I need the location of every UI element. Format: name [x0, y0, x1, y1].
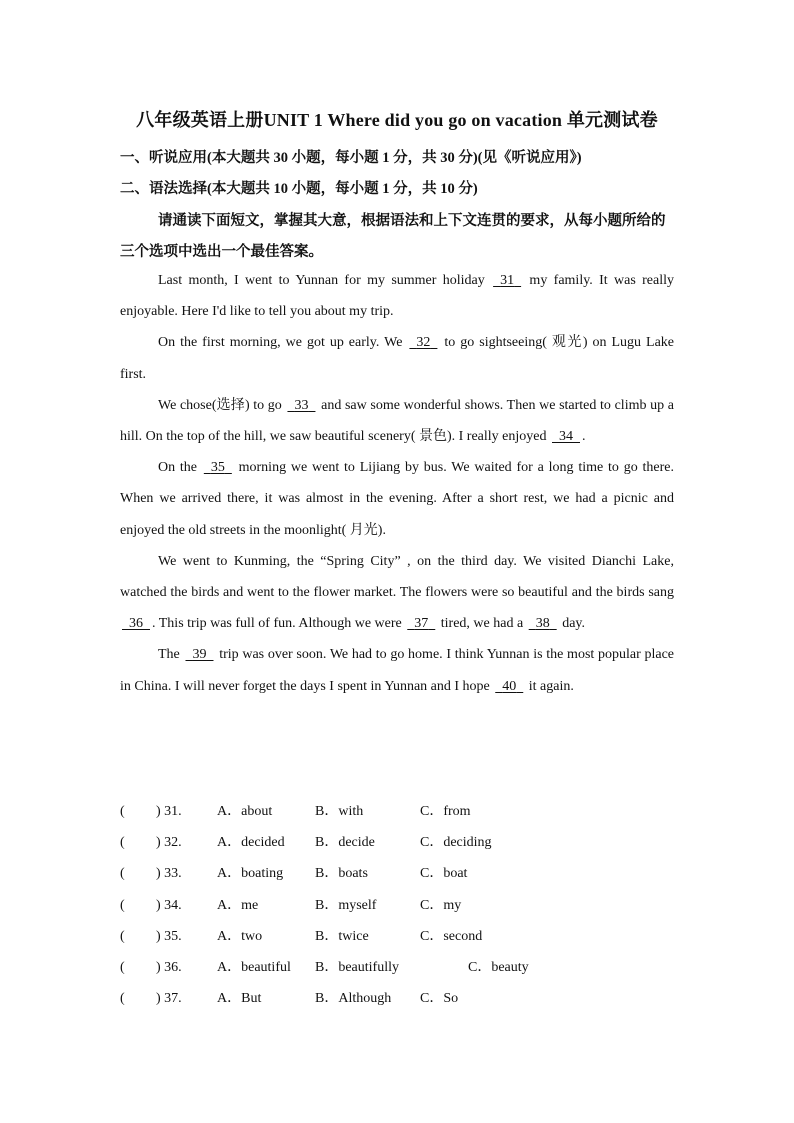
section-grammar-heading: 二、语法选择(本大题共 10 小题，每小题 1 分，共 10 分)	[120, 181, 478, 197]
answer-blank: 35	[210, 460, 225, 476]
page-title: 八年级英语上册UNIT 1 Where did you go on vacation 单元测试卷	[136, 110, 658, 130]
question-options-list	[120, 796, 680, 1014]
answer-paren: (	[120, 928, 125, 944]
option-b: B．with	[315, 804, 364, 819]
option-b: B．Although	[315, 991, 392, 1007]
answer-blank: 37	[414, 616, 429, 632]
answer-blank: 39	[192, 647, 207, 663]
question-number: ) 37.	[156, 991, 182, 1007]
option-c: C．deciding	[420, 835, 492, 851]
option-c: C．from	[420, 804, 471, 819]
passage-paragraph: We went to Kunming, the “Spring City” , on the third day. We visited Dianchi Lake, watched the birds and went to the flower market. The flowers were so beautiful and the birds sang 36 . This trip was full of fun. Although we were 37 tired, we had a 38 day.	[120, 546, 674, 640]
question-number: ) 36.	[156, 959, 182, 975]
answer-paren: (	[120, 804, 125, 819]
answer-blank: 32	[416, 335, 431, 351]
option-c: C．beauty	[468, 959, 529, 975]
answer-paren: (	[120, 991, 125, 1007]
option-a: A．decided	[217, 835, 285, 851]
question-row	[120, 796, 680, 827]
option-a: A．beautiful	[217, 959, 291, 975]
passage-paragraph: On the 35 morning we went to Lijiang by bus. We waited for a long time to go there. When we arrived there, it was almost in the evening. After a short rest, we had a picnic and enjoyed the old streets in the moonlight( 月光).	[120, 452, 674, 546]
reading-passage	[120, 265, 674, 702]
question-row	[120, 827, 680, 858]
option-c: C．boat	[420, 866, 468, 882]
grammar-instruction: 请通读下面短文，掌握其大意，根据语法和上下文连贯的要求，从每小题所给的三个选项中选出一个最佳答案。	[120, 213, 666, 260]
option-b: B．twice	[315, 928, 369, 944]
passage-paragraph: The 39 trip was over soon. We had to go home. I think Yunnan is the most popular place in China. I will never forget the days I spent in Yunnan and I hope 40 it again.	[120, 639, 674, 701]
option-c: C．So	[420, 991, 459, 1007]
option-b: B．myself	[315, 897, 377, 913]
passage-paragraph: On the first morning, we got up early. We 32 to go sightseeing( 观光) on Lugu Lake first.	[120, 327, 674, 389]
option-a: A．boating	[217, 866, 284, 882]
question-number: ) 35.	[156, 928, 182, 944]
question-row	[120, 952, 680, 983]
option-c: C．my	[420, 897, 462, 913]
question-number: ) 32.	[156, 835, 182, 851]
answer-blank: 36	[129, 616, 143, 632]
option-a: A．me	[217, 897, 259, 913]
answer-blank: 31	[500, 273, 515, 288]
option-a: A．two	[217, 928, 263, 944]
answer-paren: (	[120, 866, 125, 882]
question-row	[120, 890, 680, 921]
question-number: ) 31.	[156, 804, 182, 819]
answer-paren: (	[120, 835, 125, 851]
question-row	[120, 983, 680, 1014]
section-listening-heading: 一、听说应用(本大题共 30 小题，每小题 1 分，共 30 分)(见《听说应用》)	[120, 150, 582, 166]
answer-blank: 40	[502, 678, 517, 694]
question-number: ) 33.	[156, 866, 182, 882]
answer-blank: 38	[535, 616, 550, 632]
answer-blank: 34	[559, 429, 573, 445]
passage-paragraph: We chose(选择) to go 33 and saw some wonderful shows. Then we started to climb up a hill. On the top of the hill, we saw beautiful scenery( 景色). I really enjoyed 34 .	[120, 390, 674, 452]
option-b: B．beautifully	[315, 959, 399, 975]
option-a: A．But	[217, 991, 262, 1007]
option-b: B．boats	[315, 866, 368, 882]
question-row	[120, 921, 680, 952]
option-b: B．decide	[315, 835, 375, 851]
option-a: A．about	[217, 804, 273, 819]
question-row	[120, 858, 680, 889]
option-c: C．second	[420, 928, 483, 944]
answer-blank: 33	[294, 397, 309, 413]
answer-paren: (	[120, 959, 125, 975]
answer-paren: (	[120, 897, 125, 913]
passage-paragraph: Last month, I went to Yunnan for my summer holiday 31 my family. It was really enjoyable. Here I'd like to tell you about my trip.	[120, 265, 674, 327]
question-number: ) 34.	[156, 897, 182, 913]
